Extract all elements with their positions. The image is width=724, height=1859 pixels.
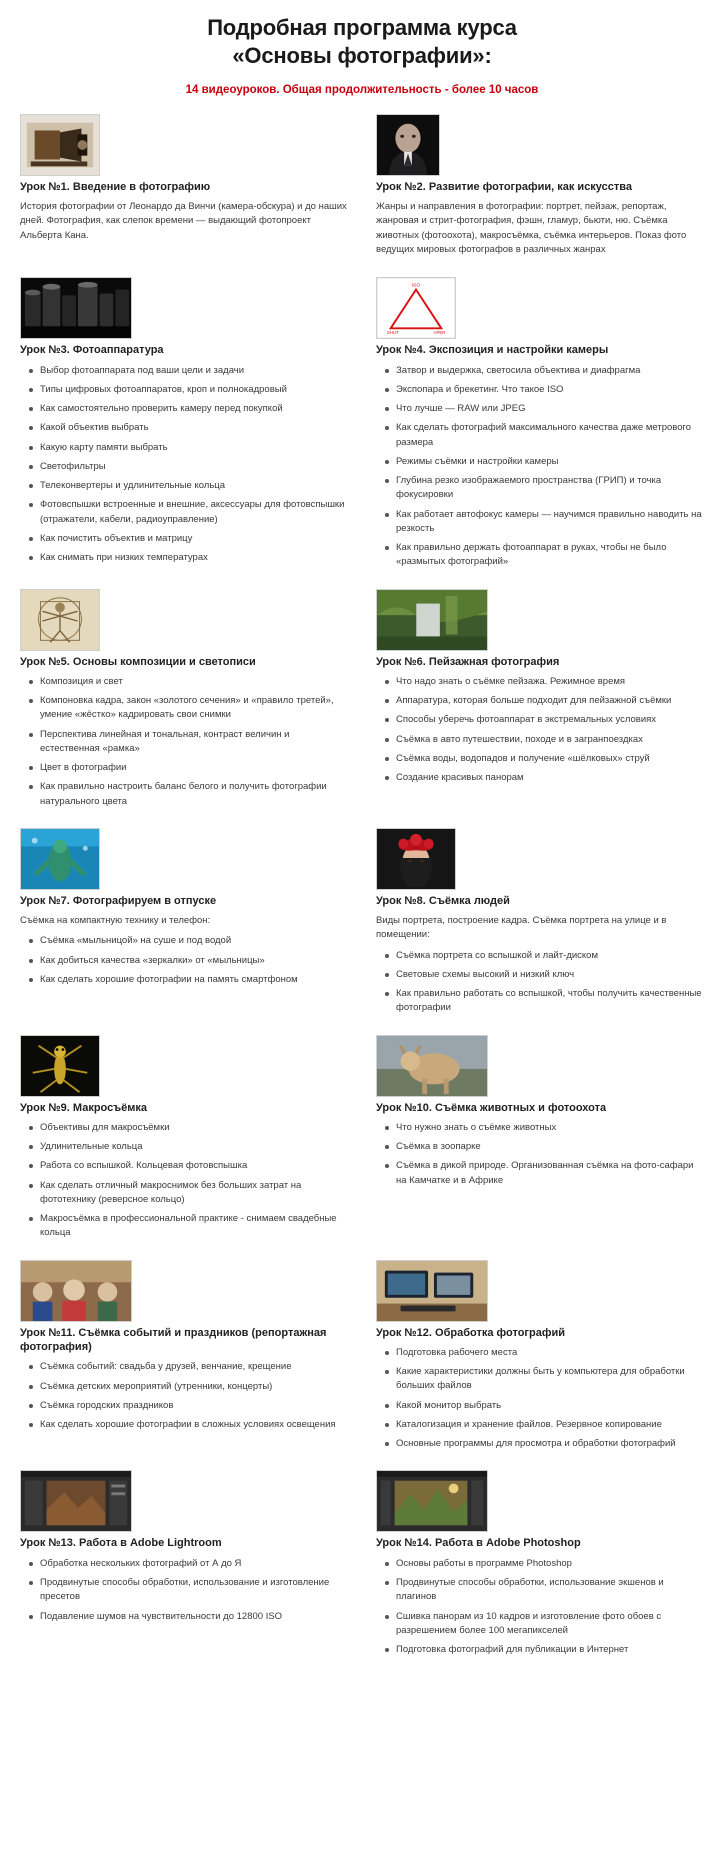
lesson-description: Жанры и направления в фотографии: портрет, пейзаж, репортаж, жанровая и стрит-фотография, фэшн, гламур, бьюти, ню. Съёмка животных (фотоохота), макросъёмка, съёмка интерьеров. Показ фото ведущих мировых фотографов в различных жанрах — [376, 201, 687, 255]
lesson-bullets — [376, 675, 704, 786]
lesson-thumbnail-wrap — [376, 1470, 704, 1532]
lesson-bullets — [20, 1557, 348, 1624]
list-item: Цвет в фотографии — [40, 761, 348, 775]
lesson-thumbnail-wrap — [20, 1035, 348, 1097]
list-item: Как правильно держать фотоаппарат в руках, чтобы не было «размытых фотографий» — [396, 541, 704, 570]
list-item: Что нужно знать о съёмке животных — [396, 1121, 704, 1135]
lesson-bullets — [376, 1346, 704, 1452]
list-item: Какую карту памяти выбрать — [40, 441, 348, 455]
lesson-card — [20, 1035, 348, 1260]
list-item: Съёмка городских праздников — [40, 1399, 348, 1413]
svg-text:ISO: ISO — [411, 283, 421, 289]
lesson-bullets — [20, 1121, 348, 1241]
lesson-bullets — [20, 364, 348, 566]
lesson-title: Урок №11. Съёмка событий и праздников (репортажная фотография) — [20, 1326, 327, 1353]
list-item: Как работает автофокус камеры — научимся правильно наводить на резкость — [396, 508, 704, 537]
lesson-title: Урок №10. Съёмка животных и фотоохота — [376, 1101, 607, 1114]
list-item: Как сделать отличный макроснимок без больших затрат на фототехнику (реверсное кольцо) — [40, 1179, 348, 1208]
list-item: Как добиться качества «зеркалки» от «мыльницы» — [40, 954, 348, 968]
list-item: Объективы для макросъёмки — [40, 1121, 348, 1135]
list-item: Светофильтры — [40, 460, 348, 474]
lesson-thumbnail-wrap — [376, 1260, 704, 1322]
list-item: Съёмка в авто путешествии, походе и в загранпоездках — [396, 733, 704, 747]
list-item: Как правильно работать со вспышкой, чтобы получить качественные фотографии — [396, 987, 704, 1016]
list-item: Сшивка панорам из 10 кадров и изготовление фото обоев с разрешением более 100 мегапикселей — [396, 1610, 704, 1639]
lesson-thumbnail-wrap — [376, 1035, 704, 1097]
lesson-thumbnail-wrap — [20, 828, 348, 890]
list-item: Затвор и выдержка, светосила объектива и диафрагма — [396, 364, 704, 378]
lesson-bullets — [376, 1557, 704, 1658]
list-item: Композиция и свет — [40, 675, 348, 689]
lesson-title: Урок №5. Основы композиции и светописи — [20, 655, 256, 668]
lesson-bullets — [20, 934, 348, 987]
lesson-title: Урок №13. Работа в Adobe Lightroom — [20, 1537, 222, 1550]
waterfall-landscape-photo-icon — [376, 589, 488, 651]
lesson-card — [376, 277, 704, 588]
lesson-title: Урок №2. Развитие фотографии, как искусства — [376, 180, 633, 193]
list-item: Съёмка в дикой природе. Организованная съёмка на фото-сафари на Камчатке и в Африке — [396, 1159, 704, 1188]
list-item: Способы уберечь фотоаппарат в экстремальных условиях — [396, 713, 704, 727]
list-item: Какой объектив выбрать — [40, 421, 348, 435]
list-item: Продвинутые способы обработки, использование и изготовление пресетов — [40, 1576, 348, 1605]
lesson-card — [20, 114, 348, 277]
lesson-title: Урок №8. Съёмка людей — [376, 894, 510, 907]
lesson-bullets — [20, 1360, 348, 1432]
lesson-card — [20, 1470, 348, 1676]
list-item: Какой монитор выбрать — [396, 1399, 704, 1413]
lesson-title: Урок №9. Макросъёмка — [20, 1101, 147, 1114]
lesson-title: Урок №4. Экспозиция и настройки камеры — [376, 344, 609, 357]
list-item: Макросъёмка в профессиональной практике - снимаем свадебные кольца — [40, 1212, 348, 1241]
list-item: Что лучше — RAW или JPEG — [396, 402, 704, 416]
lesson-card — [20, 277, 348, 588]
lesson-card — [376, 1035, 704, 1260]
list-item: Как самостоятельно проверить камеру перед покупкой — [40, 402, 348, 416]
list-item: Как сделать хорошие фотографии на память смартфоном — [40, 973, 348, 987]
list-item: Съёмка событий: свадьба у друзей, венчание, крещение — [40, 1360, 348, 1374]
list-item: Съёмка портрета со вспышкой и лайт-диском — [396, 949, 704, 963]
lesson-thumbnail-wrap — [20, 1470, 348, 1532]
lesson-bullets — [376, 364, 704, 570]
exposure-triangle-diagram-icon — [376, 277, 456, 339]
list-item: Создание красивых панорам — [396, 771, 704, 785]
lesson-thumbnail-wrap — [20, 1260, 348, 1322]
lesson-thumbnail-wrap — [20, 589, 348, 651]
lesson-bullets — [376, 1121, 704, 1188]
list-item: Подавление шумов на чувствительности до 12800 ISO — [40, 1610, 348, 1624]
vintage-bellows-camera-photo-icon — [20, 114, 100, 176]
list-item: Световые схемы высокий и низкий ключ — [396, 968, 704, 982]
svg-text:APER: APER — [433, 330, 446, 336]
list-item: Выбор фотоаппарата под ваши цели и задачи — [40, 364, 348, 378]
lesson-card — [20, 1260, 348, 1471]
event-reportage-photo-icon — [20, 1260, 132, 1322]
lesson-thumbnail-wrap — [376, 277, 704, 339]
list-item: Подготовка рабочего места — [396, 1346, 704, 1360]
page-header — [20, 14, 704, 98]
list-item: Обработка нескольких фотографий от А до Я — [40, 1557, 348, 1571]
page-title-line-2: «Основы фотографии»: — [232, 42, 492, 68]
lesson-title: Урок №14. Работа в Adobe Photoshop — [376, 1537, 581, 1550]
lessons-grid — [20, 114, 704, 1676]
list-item: Аппаратура, которая больше подходит для пейзажной съёмки — [396, 694, 704, 708]
lesson-title: Урок №6. Пейзажная фотография — [376, 655, 560, 668]
list-item: Что надо знать о съёмке пейзажа. Режимное время — [396, 675, 704, 689]
list-item: Основные программы для просмотра и обработки фотографий — [396, 1437, 704, 1451]
lesson-description: История фотографии от Леонардо да Винчи (камера-обскура) и до наших дней. Фотография, как слепок времени — выдающий фотопроект Альберта Кана. — [20, 201, 347, 241]
lesson-card — [376, 1470, 704, 1676]
list-item: Подготовка фотографий для публикации в Интернет — [396, 1643, 704, 1657]
list-item: Какие характеристики должны быть у компьютера для обработки больших файлов — [396, 1365, 704, 1394]
wildlife-animal-photo-icon — [376, 1035, 488, 1097]
list-item: Работа со вспышкой. Кольцевая фотовспышка — [40, 1159, 348, 1173]
list-item: Удлинительные кольца — [40, 1140, 348, 1154]
list-item: Телеконвертеры и удлинительные кольца — [40, 479, 348, 493]
lesson-thumbnail-wrap — [20, 114, 348, 176]
camera-lenses-row-photo-icon — [20, 277, 132, 339]
list-item: Как правильно настроить баланс белого и получить фотографии натурального цвета — [40, 780, 348, 809]
lesson-title: Урок №1. Введение в фотографию — [20, 180, 211, 193]
list-item: Глубина резко изображаемого пространства (ГРИП) и точка фокусировки — [396, 474, 704, 503]
macro-insect-photo-icon — [20, 1035, 100, 1097]
page-title-line-1: Подробная программа курса — [207, 15, 517, 40]
list-item: Продвинутые способы обработки, использование экшенов и плагинов — [396, 1576, 704, 1605]
list-item: Как почистить объектив и матрицу — [40, 532, 348, 546]
desktop-workstation-photo-icon — [376, 1260, 488, 1322]
list-item: Съёмка «мыльницой» на суше и под водой — [40, 934, 348, 948]
list-item: Экспопара и брекетинг. Что такое ISO — [396, 383, 704, 397]
list-item: Типы цифровых фотоаппаратов, кроп и полнокадровый — [40, 383, 348, 397]
list-item: Перспектива линейная и тональная, контраст величин и естественная «рамка» — [40, 728, 348, 757]
lesson-title: Урок №3. Фотоаппаратура — [20, 344, 164, 357]
lesson-card — [376, 114, 704, 277]
lesson-description: Съёмка на компактную технику и телефон: — [20, 915, 211, 927]
page-subtitle: 14 видеоуроков. Общая продолжительность - более 10 часов — [185, 84, 539, 96]
list-item: Съёмка детских мероприятий (утренники, концерты) — [40, 1380, 348, 1394]
list-item: Как сделать фотографий максимального качества даже метрового размера — [396, 421, 704, 450]
list-item: Компоновка кадра, закон «золотого сечения» и «правило третей», умение «жёстко» кадрировать свои снимки — [40, 694, 348, 723]
lesson-title: Урок №7. Фотографируем в отпуске — [20, 894, 217, 907]
list-item: Съёмка воды, водопадов и получение «шёлковых» струй — [396, 752, 704, 766]
list-item: Фотовспышки встроенные и внешние, аксессуары для фотовспышки (отражатели, кабели, радиоуправление) — [40, 498, 348, 527]
lesson-card — [376, 589, 704, 828]
churchill-portrait-photo-icon — [376, 114, 440, 176]
lightroom-screenshot-icon — [20, 1470, 132, 1532]
vitruvian-man-drawing-icon — [20, 589, 100, 651]
lesson-description: Виды портрета, построение кадра. Съёмка портрета на улице и в помещении: — [376, 915, 667, 941]
lesson-card — [20, 828, 348, 1035]
list-item: Как сделать хорошие фотографии в сложных условиях освещения — [40, 1418, 348, 1432]
list-item: Основы работы в программе Photoshop — [396, 1557, 704, 1571]
lesson-thumbnail-wrap — [376, 828, 704, 890]
list-item: Каталогизация и хранение файлов. Резервное копирование — [396, 1418, 704, 1432]
lesson-card — [20, 589, 348, 828]
list-item: Как снимать при низких температурах — [40, 551, 348, 565]
list-item: Съёмка в зоопарке — [396, 1140, 704, 1154]
svg-text:SHUT: SHUT — [386, 330, 399, 336]
lesson-title: Урок №12. Обработка фотографий — [376, 1326, 565, 1339]
lesson-card — [376, 1260, 704, 1471]
lesson-thumbnail-wrap — [20, 277, 348, 339]
lesson-card — [376, 828, 704, 1035]
woman-red-flower-crown-portrait-photo-icon — [376, 828, 456, 890]
list-item: Режимы съёмки и настройки камеры — [396, 455, 704, 469]
lesson-bullets — [376, 949, 704, 1016]
photoshop-screenshot-icon — [376, 1470, 488, 1532]
lesson-bullets — [20, 675, 348, 809]
lesson-thumbnail-wrap — [376, 589, 704, 651]
underwater-diver-photo-icon — [20, 828, 100, 890]
lesson-thumbnail-wrap — [376, 114, 704, 176]
